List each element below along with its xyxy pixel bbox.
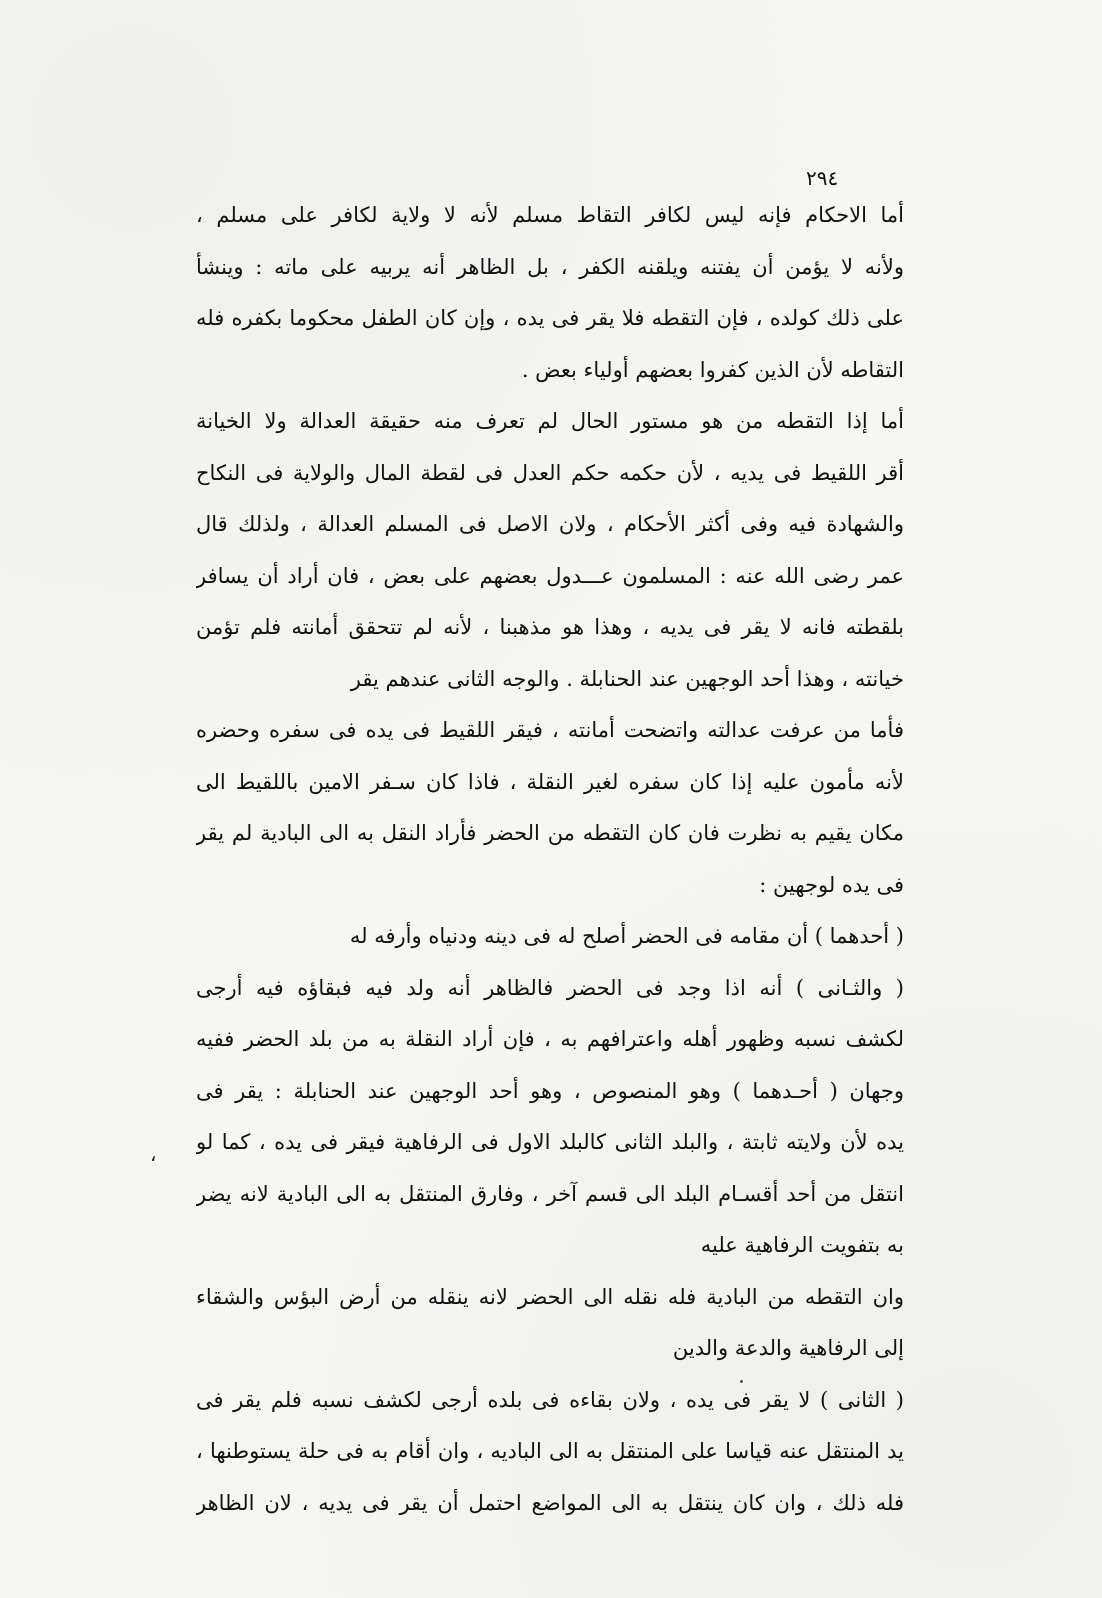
paragraph-6 [196,1272,932,1375]
text-line: به بتفويت الرفاهية عليه [700,1233,904,1257]
paragraph-3 [196,705,932,911]
paragraph-4 [196,911,932,963]
page-number: ٢٩٤ [806,166,839,190]
text-line: ( والثـانى ) أنه اذا وجد فى الحضر فالظاهر أنه ولد فيه فبقاؤه فيه أرجى [196,975,904,1000]
text-line: لأنه مأمون عليه إذا كان سفره لغير النقلة ، فاذا كان سـفر الامين باللقيط الى [196,769,904,794]
paragraph-2 [196,396,932,705]
margin-mark: ، [150,1142,157,1166]
text-line: بلقطته فانه لا يقر فى يديه ، وهذا هو مذهبنا ، لأنه لم تتحقق أمانته فلم تؤمن [196,615,904,639]
text-line: وجهان ( أحـدهما ) وهو المنصوص ، وهو أحد الوجهين عند الحنابلة : يقر فى [196,1078,904,1103]
text-line: يد المنتقل عنه قياسا على المنتقل به الى الباديه ، وان أقام به فى حلة يستوطنها ، [196,1439,904,1463]
text-line: فله ذلك ، وان كان ينتقل به الى المواضع احتمل أن يقر فى يديه ، لان الظاهر [196,1490,904,1515]
text-line: يده لأن ولايته ثابتة ، والبلد الثانى كالبلد الاول فى الرفاهية فيقر فى يده ، كما لو [196,1130,904,1154]
text-line: إلى الرفاهية والدعة والدين [672,1336,904,1360]
text-line: وان التقطه من البادية فله نقله الى الحضر لانه ينقله من أرض البؤس والشقاء [196,1284,904,1309]
text-line: أقر اللقيط فى يديه ، لأن حكمه حكم العدل فى لقطة المال والولاية فى النكاح [196,460,904,485]
text-line: فأما من عرفت عدالته واتضحت أمانته ، فيقر اللقيط فى يده فى سفره وحضره [196,718,904,742]
text-line: ولأنه لا يؤمن أن يفتنه ويلقنه الكفر ، بل الظاهر أنه يربيه على ماته : وينشأ [196,254,904,279]
text-line: أما إذا التقطه من هو مستور الحال لم تعرف منه حقيقة العدالة ولا الخيانة [196,409,904,433]
text-line: انتقل من أحد أقسـام البلد الى قسم آخر ، وفارق المنتقل به الى البادية لانه يضر [196,1181,904,1206]
text-line: ( الثانى ) لا يقر فى يده ، ولان بقاءه فى بلده أرجى لكشف نسبه فلم يقر فى [196,1387,904,1412]
text-line: أما الاحكام فإنه ليس لكافر التقاط مسلم لأنه لا ولاية لكافر على مسلم ، [196,203,904,227]
body-text [196,190,932,1529]
text-line: ( أحدهما ) أن مقامه فى الحضر أصلح له فى دينه ودنياه وأرفه له [349,924,904,948]
paragraph-5 [196,963,932,1272]
text-line: خيانته ، وهذا أحد الوجهين عند الحنابلة . والوجه الثانى عندهم يقر [350,666,904,691]
text-line: مكان يقيم به نظرت فان كان التقطه من الحضر فأراد النقل به الى البادية لم يقر [196,821,904,845]
text-line: التقاطه لأن الذين كفروا بعضهم أولياء بعض . [521,357,904,382]
text-line: لكشف نسبه وظهور أهله واعترافهم به ، فإن أراد النقلة به من بلد الحضر ففيه [196,1027,904,1051]
text-line: على ذلك كولده ، فإن التقطه فلا يقر فى يده ، وإن كان الطفل محكوما بكفره فله [196,306,904,330]
paragraph-7 [196,1375,932,1530]
text-line: والشهادة فيه وفى أكثر الأحكام ، ولان الاصل فى المسلم العدالة ، ولذلك قال [196,512,904,536]
paragraph-1 [196,190,932,396]
text-line: فى يده لوجهين : [759,872,904,897]
text-line: عمر رضى الله عنه : المسلمون عـــدول بعضهم على بعض ، فان أراد أن يسافر [196,563,904,588]
